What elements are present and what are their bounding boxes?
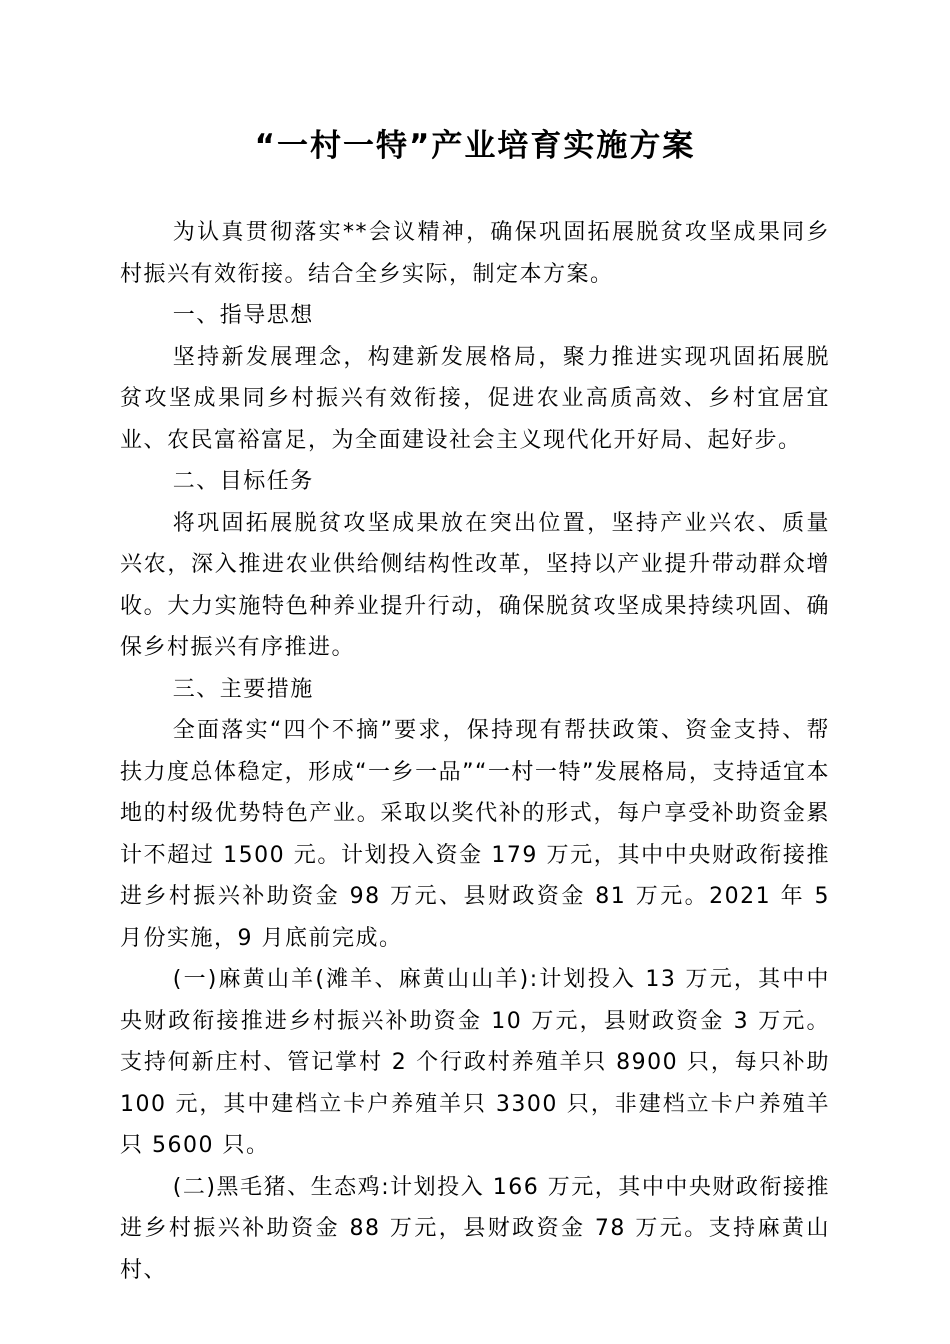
document-title: “一村一特”产业培育实施方案 xyxy=(254,128,696,164)
paragraph-2-heading: 一、指导思想 xyxy=(172,303,314,328)
document-paragraphs xyxy=(120,212,830,1291)
paragraph-5: 将巩固拓展脱贫攻坚成果放在突出位置，坚持产业兴农、质量兴农，深入推进农业供给侧结构性改革，坚持以产业提升带动群众增收。大力实施特色种养业提升行动，确保脱贫攻坚成果持续巩固、确保乡村振兴有序推进。 xyxy=(120,510,830,660)
paragraph-1: 为认真贯彻落实**会议精神，确保巩固拓展脱贫攻坚成果同乡村振兴有效衔接。结合全乡实际，制定本方案。 xyxy=(120,220,830,287)
paragraph-8: (一)麻黄山羊(滩羊、麻黄山山羊):计划投入 13 万元，其中中央财政衔接推进乡村振兴补助资金 10 万元，县财政资金 3 万元。支持何新庄村、管记掌村 2 个行政村养殖羊只 8900 只，每只补助 100 元，其中建档立卡户养殖羊只 3300 只，非建档立卡户养殖羊只 5600 只。 xyxy=(120,967,830,1158)
paragraph-3: 坚持新发展理念，构建新发展格局，聚力推进实现巩固拓展脱贫攻坚成果同乡村振兴有效衔接，促进农业高质高效、乡村宜居宜业、农民富裕富足，为全面建设社会主义现代化开好局、起好步。 xyxy=(120,344,830,453)
paragraph-7: 全面落实“四个不摘”要求，保持现有帮扶政策、资金支持、帮扶力度总体稳定，形成“一乡一品”“一村一特”发展格局，支持适宜本地的村级优势特色产业。采取以奖代补的形式，每户享受补助资金累计不超过 1500 元。计划投入资金 179 万元，其中中央财政衔接推进乡村振兴补助资金 98 万元、县财政资金 81 万元。2021 年 5 月份实施，9 月底前完成。 xyxy=(120,718,831,951)
paragraph-4-heading: 二、目标任务 xyxy=(172,469,314,494)
paragraph-9: (二)黑毛猪、生态鸡:计划投入 166 万元，其中中央财政衔接推进乡村振兴补助资金 88 万元，县财政资金 78 万元。支持麻黄山村、 xyxy=(120,1174,830,1283)
paragraph-6-heading: 三、主要措施 xyxy=(172,676,314,702)
